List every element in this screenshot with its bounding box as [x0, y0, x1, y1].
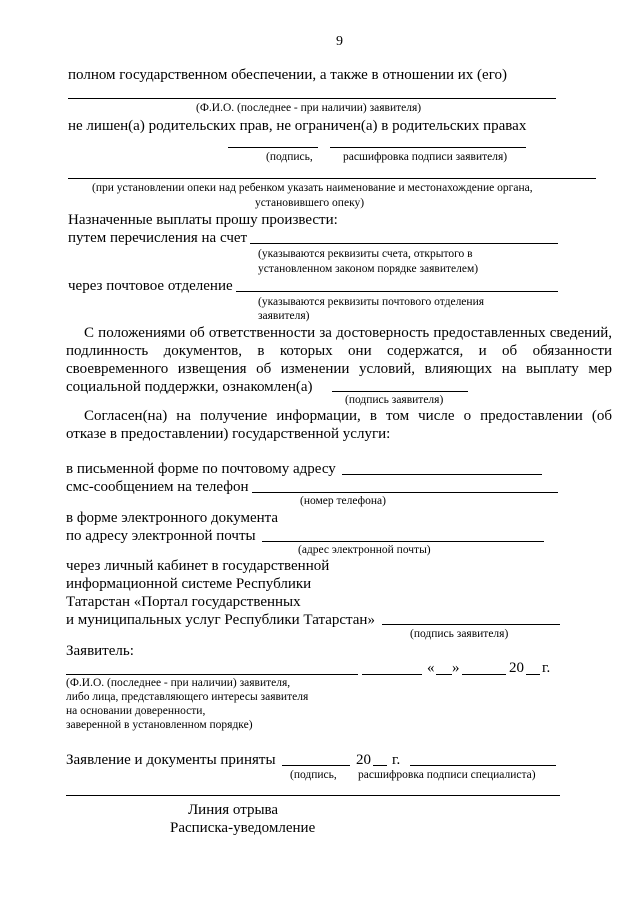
caption: (указываются реквизиты почтового отделения [258, 296, 485, 308]
paragraph-line: социальной поддержки, ознакомлен(а) [66, 379, 313, 395]
paragraph-line: Согласен(на) на получение информации, в том числе о предоставлении (об [84, 408, 612, 424]
caption: заявителя) [258, 310, 310, 322]
cut-line-label: Линия отрыва [188, 802, 279, 818]
month-field-line[interactable] [462, 674, 506, 675]
year-suffix: г. [392, 752, 401, 768]
year-field-line[interactable] [526, 674, 540, 675]
text-line: по адресу электронной почты [66, 528, 256, 544]
text-line: информационной системе Республики [66, 576, 312, 592]
text-line: смс-сообщением на телефон [66, 479, 249, 495]
receipt-title: Расписка-уведомление [170, 820, 316, 836]
paragraph-line: подлинность документов, в которых они содержатся, и об обязанности [66, 343, 612, 359]
caption: (указываются реквизиты счета, открытого в [258, 248, 473, 260]
signature-field-line[interactable] [228, 147, 318, 148]
applicant-signature-field-line[interactable] [362, 674, 422, 675]
caption: установленном законом порядке заявителем) [258, 263, 479, 275]
year-prefix: 20 [356, 752, 371, 768]
year-prefix: 20 [509, 660, 524, 676]
paragraph-line: отказе в предоставлении) государственной услуги: [66, 426, 391, 442]
text-line: в форме электронного документа [66, 510, 279, 526]
applicant-label: Заявитель: [66, 643, 134, 659]
caption: (подпись, [290, 769, 337, 781]
date-quote-close: » [452, 660, 460, 676]
text-line: Назначенные выплаты прошу произвести: [68, 212, 338, 228]
text-line: через личный кабинет в государственной [66, 558, 330, 574]
email-field-line[interactable] [262, 541, 544, 542]
account-field-line[interactable] [250, 243, 558, 244]
page-number: 9 [336, 34, 343, 49]
postal-address-field-line[interactable] [342, 474, 542, 475]
signature-decode-field-line[interactable] [330, 147, 526, 148]
signature-field-line[interactable] [332, 391, 468, 392]
text-line: через почтовое отделение [68, 278, 233, 294]
text-line: не лишен(а) родительских прав, не ограничен(а) в родительских правах [68, 118, 527, 134]
caption: (номер телефона) [300, 495, 386, 507]
guardianship-field-line[interactable] [68, 178, 596, 179]
caption: (подпись заявителя) [345, 394, 444, 406]
text-line: в письменной форме по почтовому адресу [66, 461, 336, 477]
paragraph-line: своевременного извещения об изменении условий, влияющих на выплату мер [66, 361, 612, 377]
caption: заверенной в установленном порядке) [66, 719, 253, 731]
caption: (подпись заявителя) [410, 628, 509, 640]
caption: расшифровка подписи заявителя) [343, 151, 508, 163]
spec-signature-field-line[interactable] [282, 765, 350, 766]
text-line: Заявление и документы приняты [66, 752, 276, 768]
phone-field-line[interactable] [252, 492, 558, 493]
text-line: путем перечисления на счет [68, 230, 248, 246]
text-line: Татарстан «Портал государственных [66, 594, 301, 610]
portal-signature-field-line[interactable] [382, 624, 560, 625]
date-quote-open: « [427, 660, 435, 676]
caption: либо лица, представляющего интересы заявителя [66, 691, 309, 703]
year-suffix: г. [542, 660, 551, 676]
applicant-fio-field-line[interactable] [66, 674, 358, 675]
post-office-field-line[interactable] [236, 291, 558, 292]
caption: на основании доверенности, [66, 705, 206, 717]
caption: расшифровка подписи специалиста) [358, 769, 536, 781]
text-line: и муниципальных услуг Республики Татарстан» [66, 612, 375, 628]
caption: (Ф.И.О. (последнее - при наличии) заявителя, [66, 677, 291, 689]
caption: (подпись, [266, 151, 313, 163]
caption: (адрес электронной почты) [298, 544, 431, 556]
caption: (при установлении опеки над ребенком указать наименование и местонахождение органа, [92, 182, 533, 194]
paragraph-line: С положениями об ответственности за достоверность предоставленных сведений, [84, 325, 612, 341]
spec-decode-field-line[interactable] [410, 765, 556, 766]
day-field-line[interactable] [436, 674, 452, 675]
year-field-line[interactable] [373, 765, 387, 766]
cut-line [66, 795, 560, 796]
text-line: полном государственном обеспечении, а также в отношении их (его) [68, 67, 507, 83]
fio-field-line[interactable] [68, 98, 556, 99]
caption: (Ф.И.О. (последнее - при наличии) заявителя) [196, 102, 422, 114]
caption: установившего опеку) [255, 197, 365, 209]
